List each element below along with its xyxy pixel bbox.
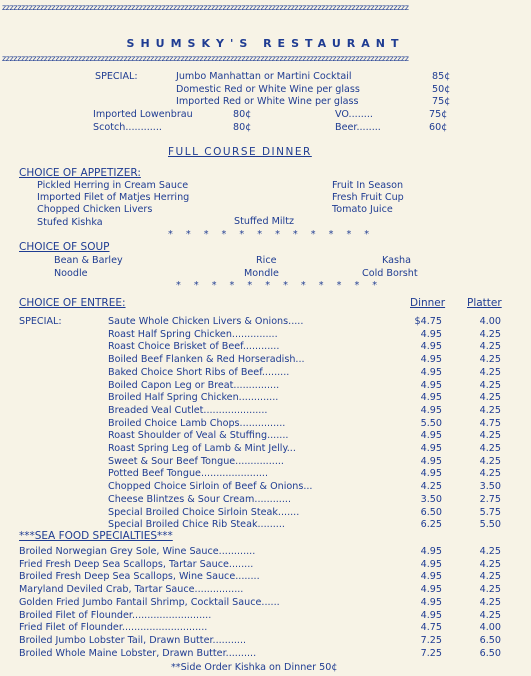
seafood-platter-price: 4.00 [479, 622, 501, 634]
entree-platter-price: 2.75 [479, 493, 501, 505]
appetizer-item: Fresh Fruit Cup [332, 192, 404, 204]
entree-heading: CHOICE OF ENTREE: [19, 297, 126, 309]
seafood-name: Broiled Filet of Flounder.......................... [19, 609, 212, 621]
seafood-platter-price: 4.25 [479, 609, 501, 621]
entree-name: Saute Whole Chicken Livers & Onions..... [108, 316, 304, 327]
seafood-row [0, 648, 531, 660]
entree-platter-price: 4.25 [479, 341, 501, 353]
drink-name: VO........ [335, 109, 373, 120]
entree-special-label: SPECIAL: [19, 316, 62, 327]
entree-platter-price: 4.75 [479, 417, 501, 429]
entree-dinner-price: $4.75 [414, 316, 442, 327]
soup-item: Cold Borsht [362, 267, 418, 279]
entree-name: Boiled Beef Flanken & Red Horseradish... [108, 354, 305, 366]
entree-platter-price: 4.25 [479, 404, 501, 416]
entree-name: Roast Choice Brisket of Beef............ [108, 341, 280, 353]
drink-name: Beer........ [335, 121, 381, 133]
entree-name: Roast Shoulder of Veal & Stuffing....... [108, 430, 289, 442]
seafood-dinner-price: 4.95 [420, 546, 442, 557]
entree-dinner-price: 4.95 [420, 354, 442, 366]
seafood-row [0, 546, 531, 558]
entree-dinner-price: 4.95 [420, 443, 442, 454]
seafood-dinner-price: 4.95 [420, 584, 442, 596]
entree-name: Broiled Choice Lamb Chops............... [108, 417, 286, 429]
seafood-row [0, 597, 531, 609]
soup-item: Kasha [382, 255, 411, 266]
soup-heading: CHOICE OF SOUP [19, 241, 110, 253]
entree-platter-price: 4.25 [479, 468, 501, 480]
drinks-special-label: SPECIAL: [95, 71, 138, 82]
entree-platter-price: 4.25 [479, 354, 501, 366]
drink-price: 80¢ [233, 121, 252, 133]
seafood-platter-price: 4.25 [479, 546, 501, 557]
drink-row [0, 71, 531, 83]
seafood-dinner-price: 7.25 [420, 647, 442, 659]
entree-row [0, 367, 531, 379]
entree-name: Special Broiled Choice Sirloin Steak....... [108, 506, 300, 518]
seafood-dinner-price: 4.95 [420, 596, 442, 608]
drink-name: Scotch............ [93, 121, 162, 133]
entree-dinner-price: 4.95 [420, 328, 442, 340]
drink-name: Jumbo Manhattan or Martini Cocktail [176, 71, 352, 82]
entree-platter-price: 4.25 [479, 455, 501, 467]
entree-name: Sweet & Sour Beef Tongue................ [108, 455, 284, 467]
entree-row [0, 468, 531, 480]
appetizer-heading: CHOICE OF APPETIZER: [19, 167, 141, 179]
entree-dinner-price: 5.50 [420, 417, 442, 429]
entree-row [0, 443, 531, 455]
drink-name: Imported Lowenbrau [93, 109, 193, 120]
entree-row [0, 316, 531, 328]
entree-platter-price: 3.50 [479, 481, 501, 493]
seafood-name: Broiled Norwegian Grey Sole, Wine Sauce............ [19, 546, 256, 557]
seafood-platter-price: 4.25 [479, 558, 501, 570]
entree-name: Breaded Veal Cutlet..................... [108, 404, 268, 416]
entree-name: Cheese Blintzes & Sour Cream............ [108, 493, 291, 505]
entree-dinner-price: 3.50 [420, 493, 442, 505]
drink-row [0, 109, 531, 121]
entree-dinner-price: 4.95 [420, 468, 442, 480]
soup-item: Noodle [54, 267, 88, 279]
entree-name: Special Broiled Chice Rib Steak......... [108, 519, 285, 531]
entree-platter-price: 5.75 [479, 506, 501, 518]
seafood-name: Fried Filet of Flounder............................ [19, 622, 208, 634]
drink-row [0, 96, 531, 108]
entree-name: Broiled Half Spring Chicken............. [108, 392, 279, 404]
drink-row [0, 122, 531, 134]
entree-dinner-price: 4.95 [420, 430, 442, 442]
entree-platter-price: 5.50 [479, 519, 501, 531]
appetizer-row [0, 180, 531, 192]
seafood-dinner-price: 4.75 [420, 622, 442, 634]
platter-column-header: Platter [467, 297, 502, 309]
seafood-platter-price: 4.25 [479, 571, 501, 583]
entree-row [0, 418, 531, 430]
drink-name: Imported Red or White Wine per glass [176, 96, 359, 107]
restaurant-name: SHUMSKY'S RESTAURANT [126, 37, 405, 50]
soup-row [0, 268, 531, 280]
entree-row [0, 354, 531, 366]
seafood-heading: ***SEA FOOD SPECIALTIES*** [19, 530, 173, 542]
entree-platter-price: 4.25 [479, 443, 501, 454]
entree-row [0, 380, 531, 392]
entree-row [0, 430, 531, 442]
entree-dinner-price: 4.95 [420, 455, 442, 467]
entree-dinner-price: 6.50 [420, 506, 442, 518]
drink-price: 50¢ [432, 83, 451, 95]
seafood-name: Broiled Fresh Deep Sea Scallops, Wine Sauce........ [19, 571, 260, 583]
entree-row [0, 341, 531, 353]
seafood-row [0, 622, 531, 634]
entree-platter-price: 4.25 [479, 379, 501, 391]
entree-platter-price: 4.00 [479, 316, 501, 327]
appetizer-item: Stufed Kishka [37, 216, 103, 228]
stars-divider-2: * * * * * * * * * * * * [176, 280, 383, 291]
soup-row [0, 255, 531, 267]
seafood-dinner-price: 4.95 [420, 558, 442, 570]
entree-platter-price: 4.25 [479, 430, 501, 442]
appetizer-item: Fruit In Season [332, 180, 404, 191]
entree-row [0, 507, 531, 519]
seafood-platter-price: 6.50 [479, 647, 501, 659]
seafood-name: Fried Fresh Deep Sea Scallops, Tartar Sauce........ [19, 558, 254, 570]
entree-dinner-price: 4.95 [420, 379, 442, 391]
entree-row [0, 405, 531, 417]
seafood-row [0, 559, 531, 571]
entree-row [0, 456, 531, 468]
entree-dinner-price: 4.95 [420, 392, 442, 404]
seafood-platter-price: 4.25 [479, 596, 501, 608]
appetizer-item: Pickled Herring in Cream Sauce [37, 180, 189, 191]
entree-name: Roast Spring Leg of Lamb & Mint Jelly... [108, 443, 296, 454]
seafood-platter-price: 4.25 [479, 584, 501, 596]
entree-name: Potted Beef Tongue...................... [108, 468, 269, 480]
entree-name: Roast Half Spring Chicken............... [108, 328, 278, 340]
appetizer-item: Imported Filet of Matjes Herring [37, 192, 190, 204]
drink-row [0, 84, 531, 96]
entree-row [0, 481, 531, 493]
entree-name: Boiled Capon Leg or Breat............... [108, 379, 280, 391]
soup-item: Bean & Barley [54, 255, 123, 266]
stars-divider-1: * * * * * * * * * * * * [168, 229, 375, 240]
drink-price: 85¢ [432, 71, 451, 82]
entree-dinner-price: 6.25 [420, 519, 442, 531]
entree-dinner-price: 4.95 [420, 341, 442, 353]
seafood-name: Maryland Deviled Crab, Tartar Sauce................ [19, 584, 244, 596]
appetizer-stuffed-miltz: Stuffed Miltz [234, 216, 294, 227]
entree-dinner-price: 4.25 [420, 481, 442, 493]
decorative-border-top: zzzzzzzzzzzzzzzzzzzzzzzzzzzzzzzzzzzzzzzzzzzzzzzzzzzzzzzzzzzzzzzzzzzzzzzzzzzzzzzzzzzzzzzzzzzzzzzzzzzzzzzzzzz [2, 4, 409, 12]
drink-price: 75¢ [432, 96, 451, 107]
entree-platter-price: 4.25 [479, 392, 501, 404]
seafood-row [0, 635, 531, 647]
seafood-name: Broiled Whole Maine Lobster, Drawn Butter.......... [19, 647, 257, 659]
entree-row [0, 392, 531, 404]
seafood-row [0, 584, 531, 596]
entree-name: Baked Choice Short Ribs of Beef......... [108, 366, 290, 378]
entree-dinner-price: 4.95 [420, 366, 442, 378]
entree-row [0, 494, 531, 506]
entree-name: Chopped Choice Sirloin of Beef & Onions... [108, 481, 313, 493]
drink-name: Domestic Red or White Wine per glass [176, 83, 360, 95]
seafood-dinner-price: 7.25 [420, 634, 442, 646]
seafood-dinner-price: 4.95 [420, 609, 442, 621]
appetizer-row [0, 192, 531, 204]
seafood-dinner-price: 4.95 [420, 571, 442, 583]
seafood-platter-price: 6.50 [479, 634, 501, 646]
appetizer-item: Tomato Juice [332, 204, 393, 216]
drink-price: 75¢ [429, 109, 448, 120]
entree-row [0, 329, 531, 341]
full-course-dinner-heading: FULL COURSE DINNER [168, 146, 312, 158]
seafood-row [0, 610, 531, 622]
entree-platter-price: 4.25 [479, 366, 501, 378]
side-order-note: **Side Order Kishka on Dinner 50¢ [171, 662, 338, 673]
entree-platter-price: 4.25 [479, 328, 501, 340]
drink-price: 60¢ [429, 121, 448, 133]
drink-price: 80¢ [233, 109, 252, 120]
soup-item: Mondle [244, 267, 279, 279]
appetizer-item: Chopped Chicken Livers [37, 204, 153, 216]
seafood-name: Broiled Jumbo Lobster Tail, Drawn Butter........... [19, 634, 247, 646]
dinner-column-header: Dinner [410, 297, 446, 309]
decorative-border-under-title: zzzzzzzzzzzzzzzzzzzzzzzzzzzzzzzzzzzzzzzzzzzzzzzzzzzzzzzzzzzzzzzzzzzzzzzzzzzzzzzzzzzzzzzzzzzzzzzzzzzzzzzzzzz [2, 55, 409, 63]
seafood-row [0, 571, 531, 583]
seafood-name: Golden Fried Jumbo Fantail Shrimp, Cocktail Sauce...... [19, 596, 280, 608]
soup-item: Rice [256, 255, 277, 266]
entree-dinner-price: 4.95 [420, 404, 442, 416]
appetizer-row [0, 204, 531, 216]
